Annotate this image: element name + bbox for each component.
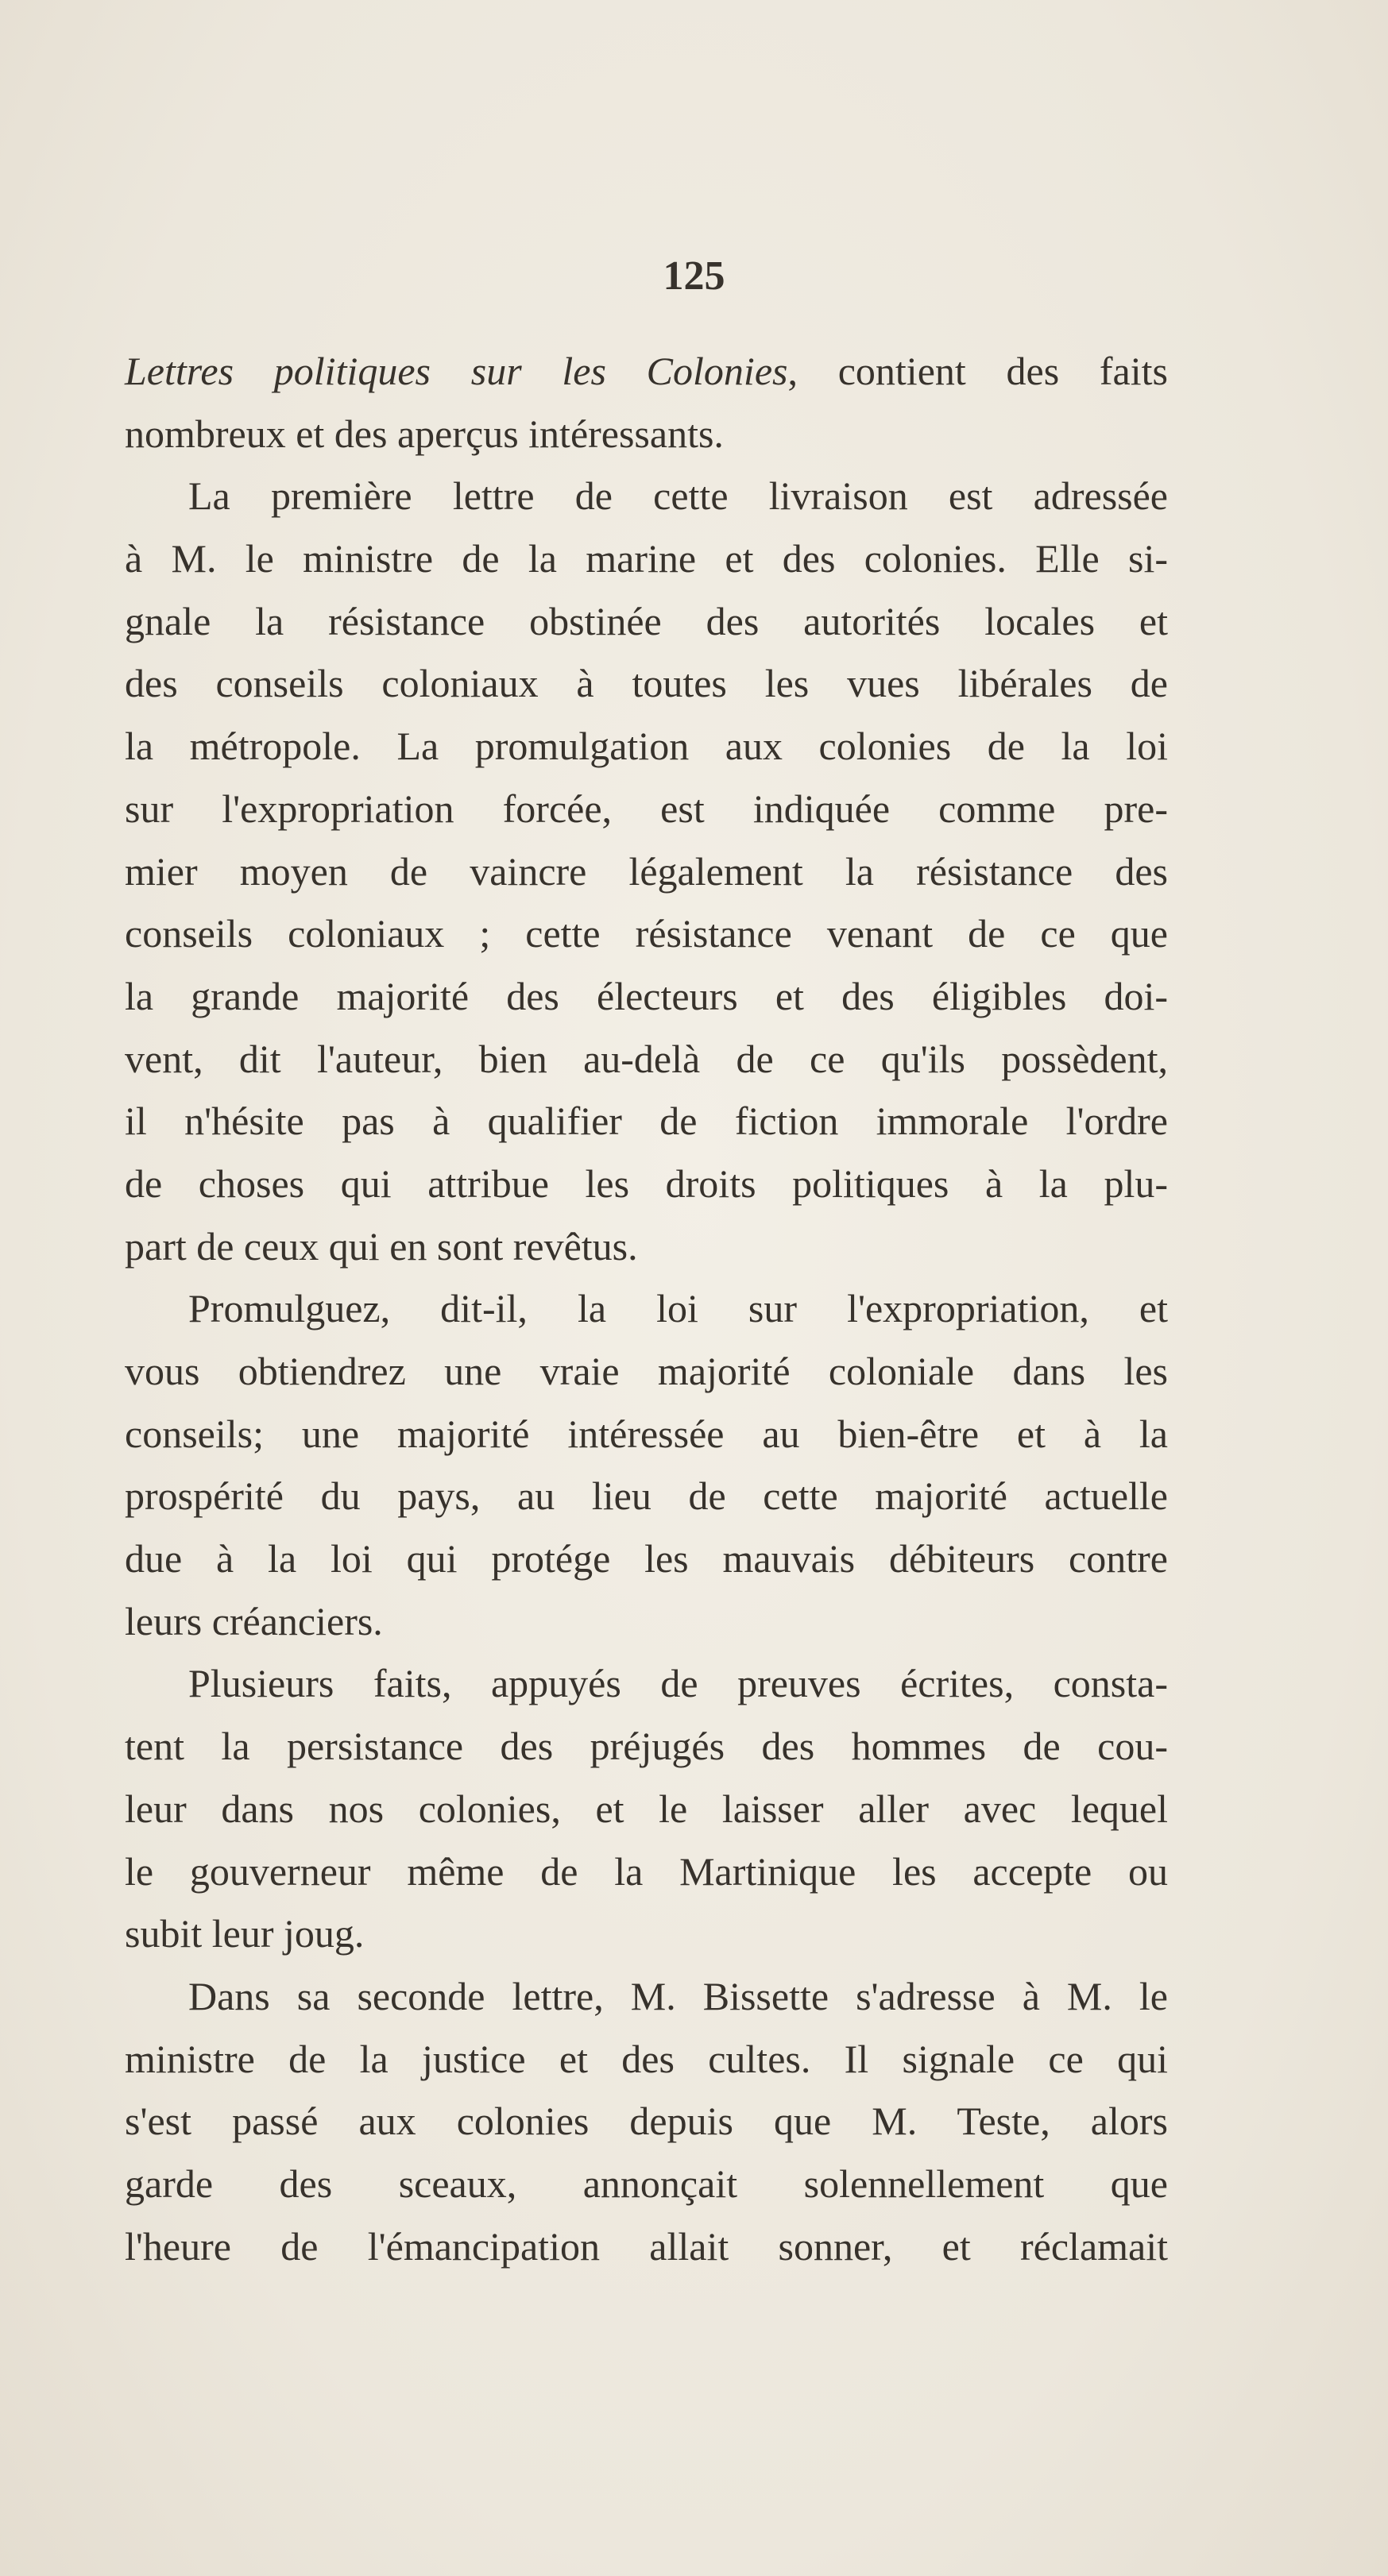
text-line: de choses qui attribue les droits politiques à la plu- xyxy=(125,1161,1168,1206)
text-line: garde des sceaux, annonçait solennellement que xyxy=(125,2161,1168,2206)
text-line: à M. le ministre de la marine et des colonies. Elle si- xyxy=(125,536,1168,581)
text-line: leurs créanciers. xyxy=(125,1598,383,1643)
text-line: conseils; une majorité intéressée au bien-être et à la xyxy=(125,1411,1168,1456)
page-number: 125 xyxy=(663,253,725,299)
text-line: Promulguez, dit-il, la loi sur l'expropriation, et xyxy=(188,1286,1168,1331)
italic-title: Lettres politiques sur les Colonies xyxy=(125,349,788,393)
text-line: mier moyen de vaincre légalement la résistance des xyxy=(125,848,1168,894)
text-line: leur dans nos colonies, et le laisser aller avec lequel xyxy=(125,1786,1168,1831)
text-line xyxy=(125,340,1168,403)
text-line: subit leur joug. xyxy=(125,1911,365,1956)
body-text xyxy=(125,340,1168,2277)
text-line: Plusieurs faits, appuyés de preuves écrites, consta- xyxy=(188,1661,1168,1706)
text-line: la métropole. La promulgation aux colonies de la loi xyxy=(125,724,1168,769)
text-line: part de ceux qui en sont revêtus. xyxy=(125,1223,638,1269)
text-line: la grande majorité des électeurs et des éligibles doi- xyxy=(125,973,1168,1018)
text-line: due à la loi qui protége les mauvais débiteurs contre xyxy=(125,1536,1168,1582)
text-line: l'heure de l'émancipation allait sonner, et réclamait xyxy=(125,2223,1168,2269)
text-line: des conseils coloniaux à toutes les vues libérales de xyxy=(125,661,1168,706)
text-line: Dans sa seconde lettre, M. Bissette s'adresse à M. le xyxy=(188,1973,1168,2018)
text-line: La première lettre de cette livraison est adressée xyxy=(188,473,1168,519)
text-line: il n'hésite pas à qualifier de fiction immorale l'ordre xyxy=(125,1099,1168,1144)
text-line: vous obtiendrez une vraie majorité coloniale dans les xyxy=(125,1349,1168,1393)
text-line: sur l'expropriation forcée, est indiquée comme pre- xyxy=(125,786,1168,831)
line-text: , contient des faits xyxy=(787,349,1168,393)
text-line: prospérité du pays, au lieu de cette majorité actuelle xyxy=(125,1473,1168,1519)
text-line: tent la persistance des préjugés des hommes de cou- xyxy=(125,1724,1168,1769)
text-line: s'est passé aux colonies depuis que M. Teste, alors xyxy=(125,2099,1168,2144)
text-line: gnale la résistance obstinée des autorités locales et xyxy=(125,598,1168,643)
text-line: ministre de la justice et des cultes. Il signale ce qui xyxy=(125,2036,1168,2081)
text-line: vent, dit l'auteur, bien au-delà de ce qu'ils possèdent, xyxy=(125,1036,1168,1081)
text-line: le gouverneur même de la Martinique les accepte ou xyxy=(125,1848,1168,1894)
text-line: nombreux et des aperçus intéressants. xyxy=(125,411,724,456)
text-line: conseils coloniaux ; cette résistance venant de ce que xyxy=(125,911,1168,956)
